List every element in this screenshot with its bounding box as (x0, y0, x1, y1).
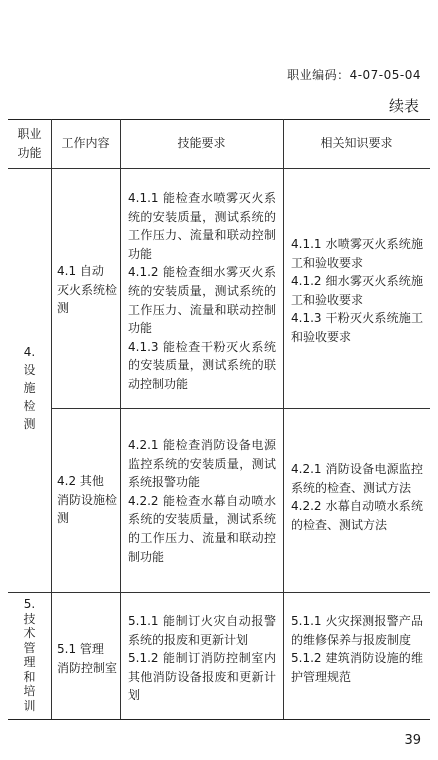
section-divider (8, 592, 430, 593)
header-function: 职业 功能 (17, 127, 42, 160)
skills-4-1: 4.1.1 能检查水喷雾灭火系统的安装质量，测试系统的工作压力、流量和联动控制功能 4.1.2 能检查细水雾灭火系统的安装质量，测试系统的工作压力、流量和联动控制功能 4.1.3 能检查干粉灭火系统的安装质量，测试系统的联动控制功能 (128, 191, 276, 391)
header-knowledge-requirements: 相关知识要求 (320, 136, 393, 150)
knowledge-5-1: 5.1.1 火灾探测报警产品的维修保养与报废制度 5.1.2 建筑消防设施的维护管理规范 (291, 614, 423, 684)
work-content-4-2: 4.2 其他 消防设施检 测 (57, 474, 118, 526)
header-work-content: 工作内容 (61, 136, 110, 150)
occupation-code: 职业编码：4-07-05-04 (287, 68, 421, 82)
function-5-label: 5. 技 术 管 理 和 培 训 (23, 597, 36, 713)
knowledge-4-1: 4.1.1 水喷雾灭火系统施工和验收要求 4.1.2 细水雾灭火系统施工和验收要求 4.1.3 干粉灭火系统施工和验收要求 (291, 237, 423, 344)
header-skill-requirements: 技能要求 (177, 136, 226, 150)
col-divider-1 (51, 119, 52, 719)
header-divider (8, 168, 430, 169)
page-number: 39 (404, 733, 421, 748)
row-divider (51, 408, 430, 409)
col-divider-2 (120, 119, 121, 719)
skills-4-2: 4.2.1 能检查消防设备电源监控系统的安装质量，测试系统报警功能 4.2.2 能检查水幕自动喷水系统的安装质量，测试系统的工作压力、流量和联动控制功能 (128, 438, 276, 564)
table-top-rule (8, 119, 430, 120)
continued-label: 续表 (388, 97, 419, 115)
skills-5-1: 5.1.1 能制订火灾自动报警系统的报废和更新计划 5.1.2 能制订消防控制室内其他消防设备报废和更新计划 (128, 614, 276, 703)
table-bottom-rule (8, 719, 430, 720)
col-divider-3 (283, 119, 284, 719)
function-4-label: 4. 设 施 检 测 (23, 345, 36, 431)
work-content-5-1: 5.1 管理 消防控制室 (57, 642, 118, 675)
knowledge-4-2: 4.2.1 消防设备电源监控系统的检查、测试方法 4.2.2 水幕自动喷水系统的检查、测试方法 (291, 462, 423, 532)
work-content-4-1: 4.1 自动 灭火系统检 测 (57, 264, 118, 316)
